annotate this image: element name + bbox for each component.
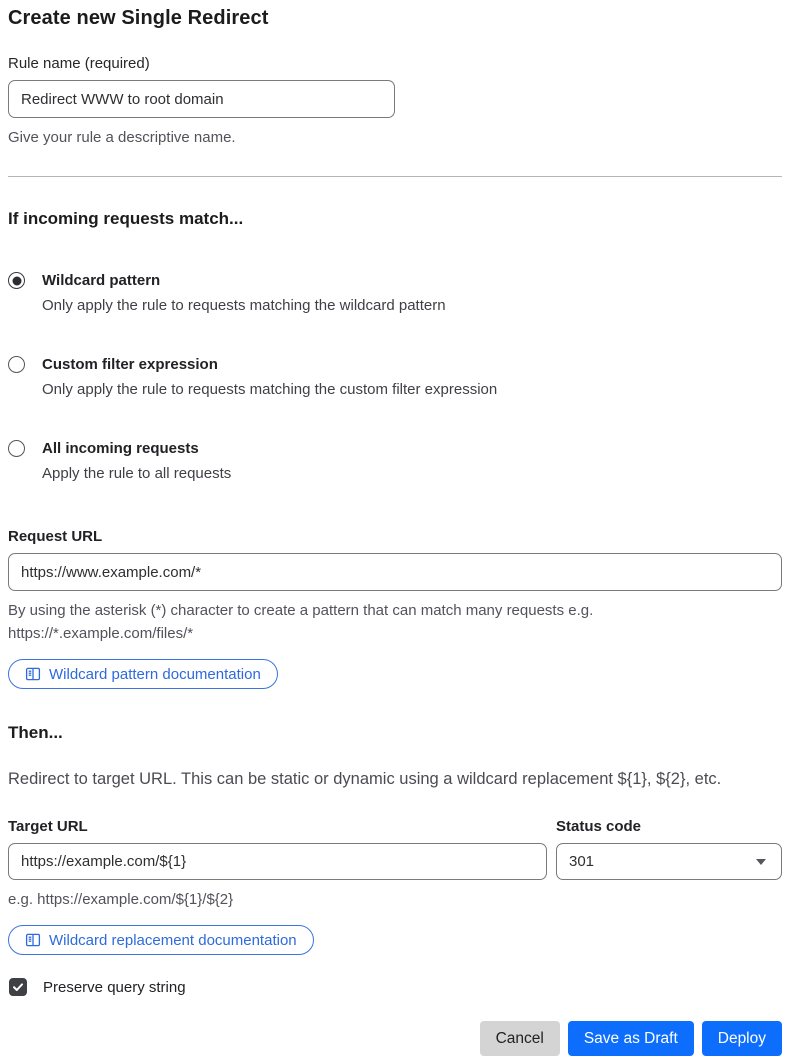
chevron-down-icon bbox=[756, 859, 766, 865]
page-title: Create new Single Redirect bbox=[8, 7, 269, 29]
radio-label[interactable]: All incoming requests bbox=[42, 440, 199, 457]
match-type-radio-group bbox=[8, 271, 782, 483]
then-section-description: Redirect to target URL. This can be static or dynamic using a wildcard replacement ${1}, ${2}, etc. bbox=[8, 770, 722, 788]
radio-indicator[interactable] bbox=[8, 440, 25, 457]
request-url-label: Request URL bbox=[8, 528, 103, 545]
check-icon bbox=[12, 981, 24, 993]
book-icon bbox=[25, 666, 41, 682]
status-code-value: 301 bbox=[569, 853, 595, 870]
request-url-input[interactable] bbox=[8, 553, 782, 591]
match-section-heading: If incoming requests match... bbox=[8, 209, 244, 228]
target-url-input[interactable] bbox=[8, 843, 547, 880]
deploy-button[interactable]: Deploy bbox=[702, 1021, 782, 1056]
radio-indicator[interactable] bbox=[8, 272, 25, 289]
request-url-helper bbox=[8, 599, 782, 645]
save-as-draft-button[interactable]: Save as Draft bbox=[568, 1021, 694, 1056]
request-url-field-group bbox=[8, 528, 782, 689]
target-url-helper: e.g. https://example.com/${1}/${2} bbox=[8, 891, 234, 908]
cancel-button[interactable]: Cancel bbox=[480, 1021, 560, 1056]
wildcard-replacement-docs-button[interactable] bbox=[8, 925, 314, 955]
doc-button-label: Wildcard pattern documentation bbox=[49, 665, 261, 683]
preserve-query-string-checkbox[interactable] bbox=[9, 978, 27, 996]
rule-name-input[interactable] bbox=[8, 80, 395, 118]
radio-description: Only apply the rule to requests matching the wildcard pattern bbox=[42, 297, 446, 314]
request-url-helper-line1: By using the asterisk (*) character to create a pattern that can match many requests e.g. bbox=[8, 602, 594, 619]
footer-actions bbox=[8, 1021, 782, 1056]
radio-row-all-incoming-requests[interactable] bbox=[8, 439, 782, 483]
divider bbox=[8, 176, 782, 177]
radio-indicator[interactable] bbox=[8, 356, 25, 373]
target-url-label: Target URL bbox=[8, 818, 88, 835]
status-code-label: Status code bbox=[556, 818, 642, 835]
radio-description: Only apply the rule to requests matching the custom filter expression bbox=[42, 381, 498, 398]
target-and-status-row bbox=[8, 818, 782, 955]
rule-name-label: Rule name (required) bbox=[8, 55, 150, 72]
then-section-heading: Then... bbox=[8, 723, 63, 742]
rule-name-field-group bbox=[8, 55, 782, 149]
wildcard-pattern-docs-button[interactable] bbox=[8, 659, 278, 689]
request-url-helper-line2: https://*.example.com/files/* bbox=[8, 625, 194, 642]
radio-label[interactable]: Custom filter expression bbox=[42, 356, 218, 373]
status-code-select[interactable] bbox=[556, 843, 782, 880]
radio-row-wildcard-pattern[interactable] bbox=[8, 271, 782, 315]
book-icon bbox=[25, 932, 41, 948]
status-code-field-group bbox=[556, 818, 782, 955]
preserve-query-string-row[interactable] bbox=[9, 978, 782, 996]
rule-name-helper: Give your rule a descriptive name. bbox=[8, 129, 236, 146]
target-url-field-group bbox=[8, 818, 547, 955]
radio-label[interactable]: Wildcard pattern bbox=[42, 272, 161, 289]
radio-row-custom-filter-expression[interactable] bbox=[8, 355, 782, 399]
doc-button-label: Wildcard replacement documentation bbox=[49, 931, 297, 949]
radio-description: Apply the rule to all requests bbox=[42, 465, 232, 482]
preserve-query-string-label[interactable]: Preserve query string bbox=[43, 978, 186, 996]
